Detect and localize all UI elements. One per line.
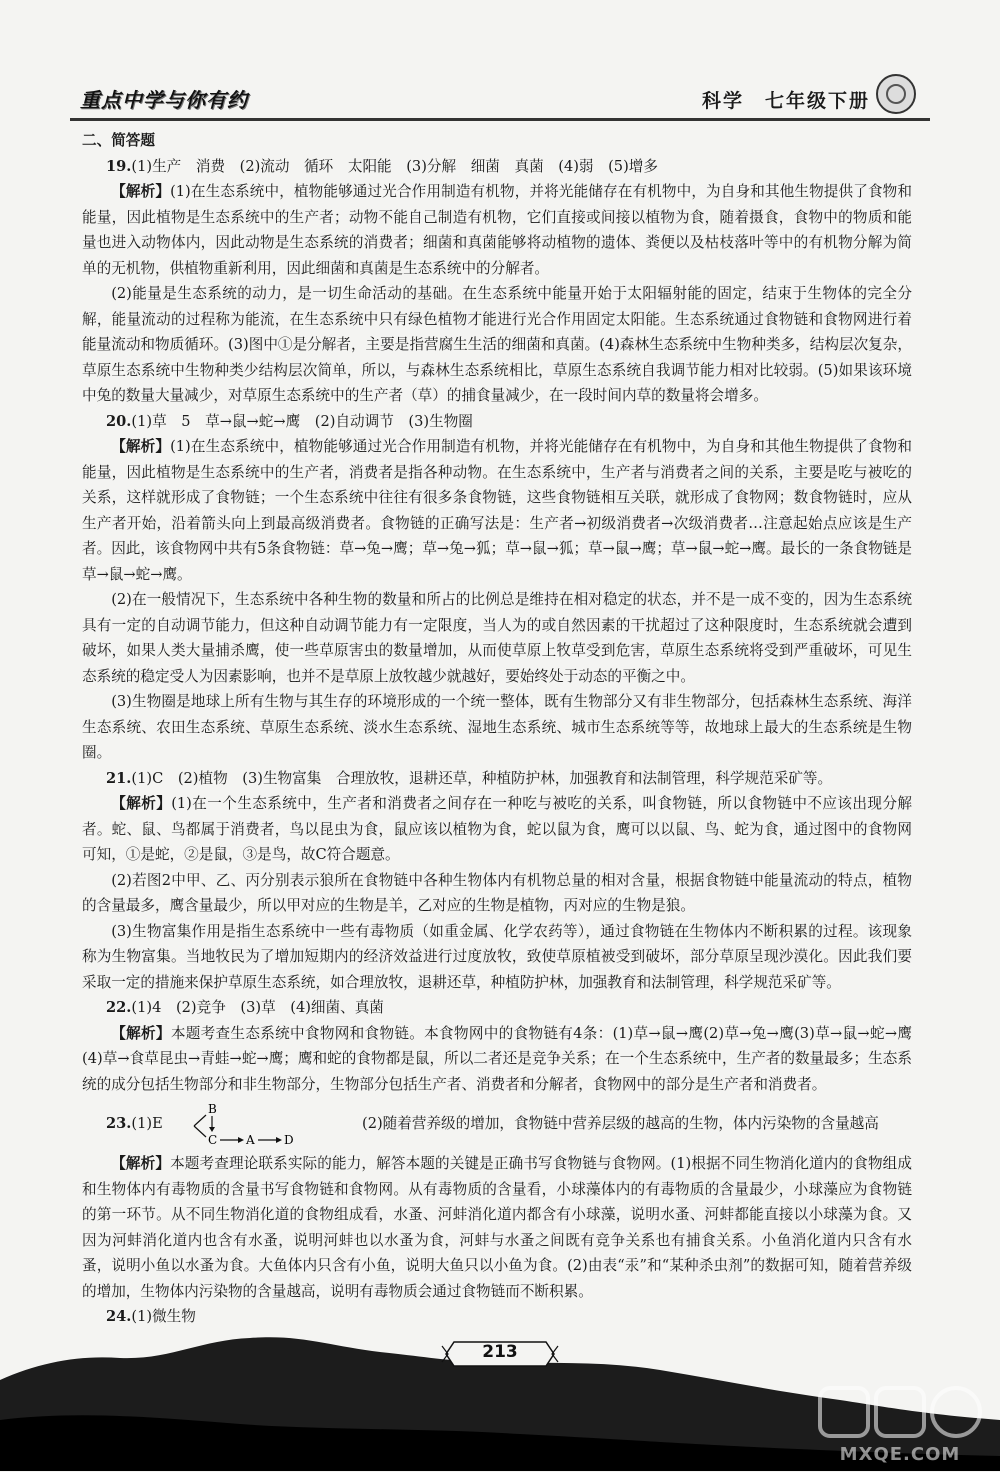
page-number-badge [440, 1336, 560, 1372]
q19-answer [82, 154, 912, 180]
school-emblem-icon [876, 74, 916, 114]
q21-analysis-p3: (3)生物富集作用是指生态系统中一些有毒物质（如重金属、化学农药等），通过食物链在生物体内不断积累的过程。该现象称为生物富集。当地牧民为了增加短期内的经济效益进行过度放牧，致使草原植被受到破坏，部分草原呈现沙漠化。因此我们要采取一定的措施来保护草原生态系统，如合理放牧，退耕还草，种植防护林，加强教育和法制管理，科学规范采矿等。 [82, 922, 912, 991]
branch-up-line [194, 1115, 206, 1126]
q20-answer [82, 409, 912, 435]
q24-number: 24. [106, 1308, 132, 1325]
food-web-diagram [192, 1099, 302, 1149]
header [70, 68, 940, 118]
watermark-text: MXQE.COM [839, 1444, 961, 1465]
node-c: C [208, 1133, 218, 1147]
q21-answer [82, 766, 912, 792]
q23-analysis-text-1: 本题考查理论联系实际的能力，解答本题的关键是正确书写食物链与食物网。(1)根据不同生物消化道内的食物组成和生物体内有毒物质的含量书写食物链和食物网。从有毒物质的含量看，小球藻体内的有毒物质的含量最少，小球藻应为食物链的第一环节。从不同生物消化道的食物组成看，水蚤、河蚌消化道内都含有小球藻，说明水蚤、河蚌都能直接以小球藻为食。又因为河蚌消化道内也含有水蚤，说明河蚌也以水蚤为食，河蚌与水蚤之间既有竞争关系也有捕食关系。小鱼消化道内只含有水蚤，说明小鱼以水蚤为食。大鱼体内只含有小鱼，说明大鱼只以小鱼为食。(2)由表“汞”和“某种杀虫剂”的数据可知，随着营养级的增加，生物体内污染物的含量越高，说明有毒物质会通过食物链而不断积累。 [82, 1155, 912, 1300]
branch-down-line [194, 1126, 206, 1137]
watermark-logo-icon [810, 1382, 990, 1444]
q20-analysis-p3: (3)生物圈是地球上所有生物与其生存的环境形成的一个统一整体，既有生物部分又有非生物部分，包括森林生态系统、海洋生态系统、农田生态系统、草原生态系统、淡水生态系统、湿地生态系统、城市生态系统等等，故地球上最大的生态系统是生物圈。 [82, 693, 912, 761]
subject-grade-label: 科学 七年级下册 [701, 90, 870, 112]
q22-answer-text: (1)4 (2)竞争 (3)草 (4)细菌、真菌 [131, 999, 384, 1016]
header-divider [70, 118, 930, 121]
q20-number: 20. [106, 412, 132, 430]
answer-content [82, 128, 912, 1330]
analysis-tag: 【解析】 [111, 1024, 171, 1042]
q23-answer [82, 1097, 912, 1151]
series-logo: 重点中学与你有约 [80, 88, 248, 112]
q23-head [106, 1111, 163, 1137]
watermark [810, 1382, 990, 1472]
q23-part1: (1)E [131, 1115, 163, 1132]
q22-analysis-text-1: 本题考查生态系统中食物网和食物链。本食物网中的食物链有4条：(1)草→鼠→鹰(2)草→兔→鹰(3)草→鼠→蛇→鹰(4)草→食草昆虫→青蛙→蛇→鹰；鹰和蛇的食物都是鼠，所以二者还是竞争关系；在一个生态系统中，生产者的数量最多；生态系统的成分包括生物部分和非生物部分，生物部分包括生产者、消费者和分解者，食物网中的部分是生产者和消费者。 [82, 1024, 912, 1093]
q21-analysis-p2: (2)若图2中甲、乙、丙分别表示狼所在食物链中各种生物体内有机物总量的相对含量，根据食物链中能量流动的特点，植物的含量最多，鹰含量最少，所以甲对应的生物是羊，乙对应的生物是植物，丙对应的生物是狼。 [82, 871, 912, 914]
q22-analysis-p1 [82, 1021, 912, 1098]
page-number: 213 [482, 1342, 518, 1362]
section-title: 二、简答题 [82, 132, 155, 149]
q22-answer [82, 995, 912, 1021]
q20-answer-text: (1)草 5 草→鼠→蛇→鹰 (2)自动调节 (3)生物圈 [131, 412, 473, 430]
q22-number: 22. [106, 999, 132, 1016]
q23-analysis-p1 [82, 1151, 912, 1304]
q21-number: 21. [106, 769, 132, 787]
arrowhead-a-d [276, 1137, 282, 1143]
q23-number: 23. [106, 1115, 132, 1132]
analysis-tag: 【解析】 [111, 438, 171, 455]
q19-answer-text: (1)生产 消费 (2)流动 循环 太阳能 (3)分解 细菌 真菌 (4)弱 (5)增多 [131, 157, 658, 175]
node-b: B [208, 1102, 217, 1116]
analysis-tag: 【解析】 [111, 1155, 171, 1172]
q21-answer-text: (1)C (2)植物 (3)生物富集 合理放牧，退耕还草，种植防护林，加强教育和法制管理，科学规范采矿等。 [131, 769, 833, 787]
analysis-tag: 【解析】 [111, 183, 171, 200]
analysis-tag: 【解析】 [111, 795, 172, 812]
q23-part2: (2)随着营养级的增加，食物链中营养层级的越高的生物，体内污染物的含量越高 [362, 1115, 879, 1132]
q20-analysis-text-1: (1)在生态系统中，植物能够通过光合作用制造有机物，并将光能储存在有机物中，为自身和其他生物提供了食物和能量，因此植物是生态系统中的生产者，消费者是指各种动物。在生态系统中，生产者与消费者之间的关系，主要是吃与被吃的关系，这样就形成了食物链；一个生态系统中往往有很多条食物链，这些食物链相互关联，就形成了食物网；数食物链时，应从生产者开始，沿着箭头向上到最高级消费者。食物链的正确写法是：生产者→初级消费者→次级消费者…注意起始点应该是生产者。因此，该食物网中共有5条食物链：草→兔→鹰；草→兔→狐；草→鼠→狐；草→鼠→鹰；草→鼠→蛇→鹰。最长的一条食物链是草→鼠→蛇→鹰。 [82, 438, 913, 583]
q21-analysis-text-1: (1)在一个生态系统中，生产者和消费者之间存在一种吃与被吃的关系，叫食物链，所以食物链中不应该出现分解者。蛇、鼠、鸟都属于消费者，鸟以昆虫为食，鼠应该以植物为食，蛇以鼠为食，鹰可以以鼠、鸟、蛇为食，通过图中的食物网可知，①是蛇，②是鼠，③是鸟，故C符合题意。 [82, 795, 912, 863]
q19-analysis-p2: (2)能量是生态系统的动力，是一切生命活动的基础。在生态系统中能量开始于太阳辐射能的固定，结束于生物体的完全分解，能量流动的过程称为能流，在生态系统中只有绿色植物才能进行光合作用固定太阳能。生态系统通过食物链和食物网进行着能量流动和物质循环。(3)图中①是分解者，主要是指营腐生生活的细菌和真菌。(4)森林生态系统中生物种类多，结构层次复杂，草原生态系统中生物种类少结构层次简单，所以，与森林生态系统相比，草原生态系统自我调节能力相对比较弱。(5)如果该环境中兔的数量大量减少，对草原生态系统中的生产者（草）的捕食量减少，在一段时间内草的数量将会增多。 [82, 285, 912, 404]
q24-answer-text: (1)微生物 [131, 1308, 196, 1325]
q20-analysis-p1 [82, 434, 912, 587]
arrowhead-b-c [209, 1127, 215, 1132]
q19-analysis-text-1: (1)在生态系统中，植物能够通过光合作用制造有机物，并将光能储存在有机物中，为自身和其他生物提供了食物和能量，因此植物是生态系统中的生产者；动物不能自己制造有机物，它们直接或间接以植物为食，随着摄食，食物中的物质和能量也进入动物体内，因此动物是生态系统的消费者；细菌和真菌能够将动植物的遗体、粪便以及枯枝落叶等中的有机物分解为简单的无机物，供植物重新利用，因此细菌和真菌是生态系统中的分解者。 [82, 183, 912, 277]
node-a: A [246, 1133, 255, 1147]
q19-number: 19. [106, 157, 132, 175]
q19-analysis-p1 [82, 179, 912, 281]
arrowhead-c-a [238, 1137, 244, 1143]
q21-analysis-p1 [82, 791, 912, 868]
node-d: D [284, 1133, 294, 1147]
q20-analysis-p2: (2)在一般情况下，生态系统中各种生物的数量和所占的比例总是维持在相对稳定的状态，并不是一成不变的，因为生态系统具有一定的自动调节能力，但这种自动调节能力有一定限度，当人为的或自然因素的干扰超过了这种限度时，生态系统就会遭到破坏，如果人类大量捕杀鹰，使一些草原害虫的数量增加，从而使草原上牧草受到危害，草原生态系统将受到严重破坏，可见生态系统的稳定受人为因素影响，也并不是草原上放牧越少就越好，要始终处于动态的平衡之中。 [82, 591, 912, 685]
